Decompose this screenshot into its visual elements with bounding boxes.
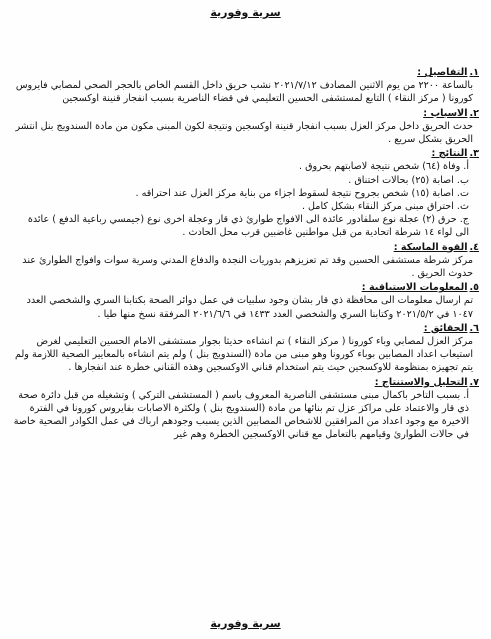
section-heading: ٣.النتائج : (431, 148, 479, 160)
list-item: أ. وفاة (٦٤) شخص نتيجة لاصابتهم بحروق . (298, 161, 469, 173)
list-item: ث. احتراق مبنى مركز النقاء بشكل كامل . (301, 201, 469, 213)
list-item: أ. بسبب التاخر باكمال مبنى مستشفى الناصرية المعروف باسم ( المستشفى التركي ) وتشغيله من قبل دائرة صحة ذي قار والاعتماد على مراكز عزل تم بنائها من مادة (السندويج بنل ) ولكثرة الاصابات بفايروس كورونا في الفترة الاخيرة مع وجود اعداد من المرافقين للاشخاص المصابين الذين يسبب وجودهم ارباك في عمل الكوادر الصحية خاصة في حالات الطوارئ وقيامهم بالتعامل مع قناني الاوكسجين الخطرة وهم غير (13, 389, 469, 441)
section-paragraph: حدث الحريق داخل مركز العزل بسبب انفجار قنينة اوكسجين ونتيجة لكون المبنى مكون من مادة السندويج بنل انتشر الحريق بشكل سريع . (15, 120, 473, 146)
classification-header: سرية وفورية (210, 6, 281, 19)
section-heading: ٧.التحليل والاستنتاج : (374, 376, 479, 388)
section-heading: ١.التفاصيل : (417, 67, 479, 78)
list-item: ب. اصابة (٢٥) بحالات اختناق . (348, 174, 469, 186)
section-proactive-info (12, 281, 479, 321)
list-item: ت. اصابة (١٥) شخص بجروح نتيجة لسقوط اجزاء من بناية مركز العزل عند احتراقه . (135, 187, 469, 199)
section-heading: ٢.الاسباب : (423, 107, 479, 119)
section-causes (12, 107, 479, 147)
section-paragraph: مركز العزل لمصابي وباء كورونا ( مركز النقاء ) تم انشاءه حديثا بجوار مستشفى الامام الحسين التعليمي لغرض استيعاب اعداد المصابين بوباء كورونا وهو مبنى من مادة (السندويج بنل ) ولم يتم انشاءه بالمعايير الصحية اللازمة ولم يتم تجهيزه بمنظومة للاوكسجين حيث يتم استخدام قناني الاوكسجين وهذه القناني خطرة عند انفجارها . (15, 336, 473, 374)
section-heading: ٤.القوة الماسكة : (393, 241, 479, 253)
section-heading: ٦.الحقائق : (423, 322, 479, 334)
section-paragraph: مركز شرطة مستشفى الحسين وقد تم تعزيزهم بدوريات النجدة والدفاع المدني وسرية سوات وافواج الطوارئ عند حدوث الحريق . (22, 254, 473, 280)
list-item: ج. حرق (٢) عجلة نوع سلفادور عائدة الى الافواج طوارئ ذي قار وعجلة اخرى نوع (جيمسي رباعية الدفع ) عائدة الى لواء ١٤ شرطة اتحادية من قبل مواطنين غاضبين قرب محل الحادث . (27, 214, 469, 239)
section-details (12, 66, 479, 106)
document-body (12, 66, 479, 442)
section-holding-force (12, 241, 479, 281)
classification-footer: سرية وفورية (210, 617, 281, 630)
section-facts (12, 322, 479, 375)
section-analysis (12, 376, 479, 442)
section-results (12, 147, 479, 239)
section-paragraph: بالساعة ٢٢٠٠ من يوم الاثنين المصادف ٢٠٢١/٧/١٢ نشب حريق داخل القسم الخاص بالحجر الصحي لمصابي فايروس كورونا ( مركز النقاء ) التابع لمستشفى الحسين التعليمي في قضاء الناصرية بسبب انفجار قنينة اوكسجين (15, 80, 473, 105)
section-heading: ٥.المعلومات الاستباقية : (361, 282, 479, 294)
section-paragraph: تم ارسال معلومات الى محافظة ذي قار بشان وجود سلبيات في عمل دوائر الصحة بكتابنا السري والشخصي العدد ١٠٤٧ في ٢٠٢١/٥/٢ وكتابنا السري والشخصي العدد ١٤٣٣ في ٢٠٢١/٦/٦ المرفقة نسخ منها طيا . (26, 295, 473, 320)
